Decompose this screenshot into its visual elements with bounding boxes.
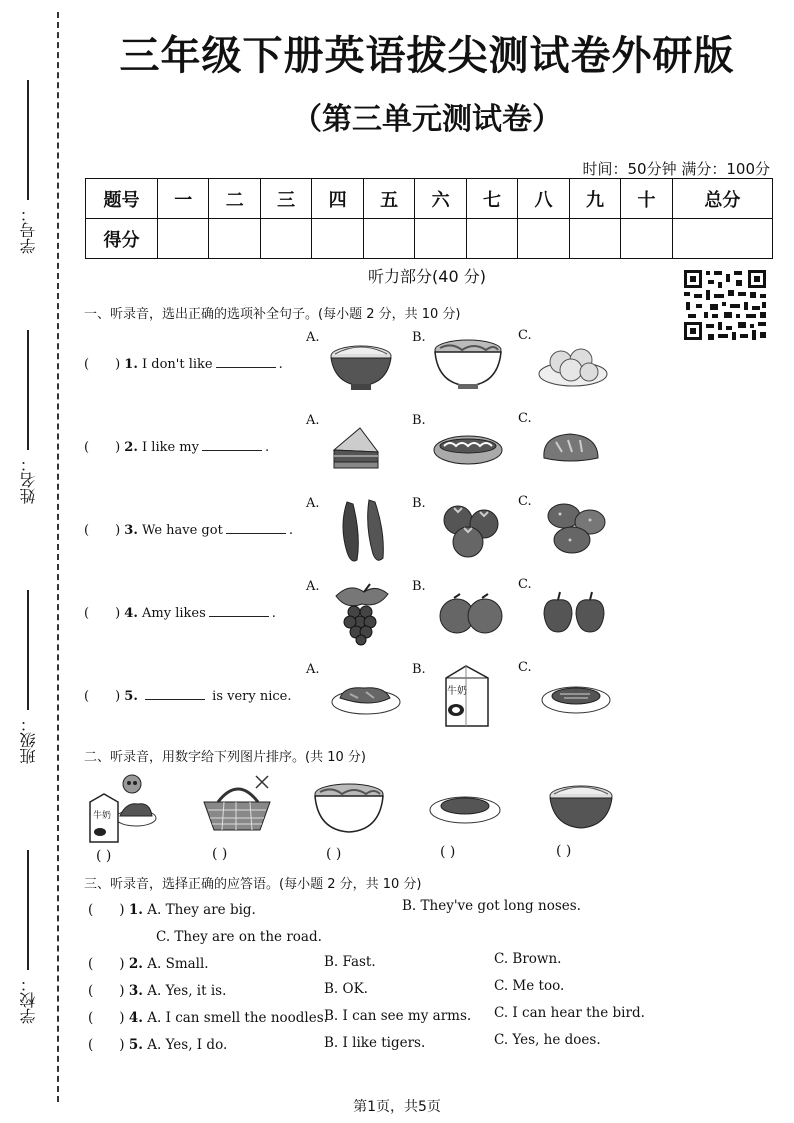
- score-table: [85, 178, 773, 259]
- option-letter-a: A.: [306, 662, 320, 677]
- score-cell: 四: [312, 179, 363, 219]
- s3-question-3: ( ) 3. A. Yes, it is.: [88, 983, 227, 999]
- option-a: A. I can smell the noodles.: [147, 1010, 328, 1026]
- question-number: 5.: [128, 1037, 143, 1053]
- question-number: 4.: [128, 1010, 143, 1026]
- page-subtitle: （第三单元测试卷）: [292, 102, 562, 137]
- option-letter-b: B.: [412, 413, 426, 428]
- option-letter-a: A.: [306, 496, 320, 511]
- score-input-cell[interactable]: [158, 219, 209, 259]
- answer-blank[interactable]: [216, 367, 276, 368]
- question-number: 3.: [124, 523, 138, 538]
- score-cell: 题号: [86, 179, 158, 219]
- score-cell: 一: [158, 179, 209, 219]
- score-cell: 七: [466, 179, 517, 219]
- order-answer-box[interactable]: ( ): [212, 846, 228, 862]
- option-letter-a: A.: [306, 579, 320, 594]
- score-cell: 六: [415, 179, 466, 219]
- qr-code-icon: [682, 268, 768, 342]
- listening-heading: 听力部分(40 分): [368, 267, 486, 286]
- oranges-icon: [438, 590, 504, 636]
- option-b: B. I can see my arms.: [324, 1008, 472, 1024]
- section1-heading: 一、听录音，选出正确的选项补全句子。(每小题 2 分，共 10 分): [84, 307, 461, 322]
- noodles-bowl-icon: [312, 780, 386, 836]
- option-c: C. They are on the road.: [156, 929, 322, 945]
- s1-question-4: ( ) 4. Amy likes .: [84, 606, 276, 621]
- s1-question-1: ( ) 1. I don't like .: [84, 357, 283, 372]
- sandwich-icon: [330, 422, 382, 472]
- answer-blank[interactable]: [226, 533, 286, 534]
- student-number-field[interactable]: [0, 80, 56, 254]
- option-a: A. Small.: [147, 956, 209, 972]
- option-letter-c: C.: [518, 494, 532, 509]
- score-table-score-row: [86, 219, 773, 259]
- cucumbers-icon: [335, 496, 391, 568]
- question-text: We have got: [142, 523, 223, 538]
- score-input-cell[interactable]: [209, 219, 260, 259]
- hot-dog-icon: [432, 428, 504, 468]
- score-row-label: 得分: [86, 219, 158, 259]
- question-text: I don't like: [142, 357, 213, 372]
- order-answer-box[interactable]: ( ): [96, 848, 112, 864]
- school-label: 学校：: [18, 976, 38, 1024]
- milk-carton-label: 牛奶: [447, 686, 467, 697]
- question-text-end: is very nice.: [212, 689, 292, 704]
- score-cell: 三: [260, 179, 311, 219]
- option-c: C. Yes, he does.: [494, 1032, 601, 1048]
- option-b: B. Fast.: [324, 954, 376, 970]
- score-input-cell[interactable]: [518, 219, 569, 259]
- score-cell: 九: [569, 179, 620, 219]
- section2-heading: 二、听录音，用数字给下列图片排序。(共 10 分): [84, 750, 366, 765]
- question-number: 2.: [128, 956, 143, 972]
- score-input-cell[interactable]: [415, 219, 466, 259]
- fish-plate-icon: [540, 676, 612, 716]
- question-number: 1.: [128, 902, 143, 918]
- order-answer-box[interactable]: ( ): [556, 843, 572, 859]
- s1-question-5: ( ) 5. is very nice.: [84, 689, 292, 704]
- order-answer-box[interactable]: ( ): [326, 846, 342, 862]
- class-label: 班级：: [18, 716, 38, 764]
- option-letter-c: C.: [518, 577, 532, 592]
- s3-question-5: ( ) 5. A. Yes, I do.: [88, 1037, 228, 1053]
- option-letter-a: A.: [306, 413, 320, 428]
- option-a: A. They are big.: [147, 902, 256, 918]
- option-letter-b: B.: [412, 330, 426, 345]
- question-text: I like my: [142, 440, 199, 455]
- score-table-header-row: [86, 179, 773, 219]
- score-cell: 五: [363, 179, 414, 219]
- option-letter-a: A.: [306, 330, 320, 345]
- option-letter-b: B.: [412, 579, 426, 594]
- question-text-end: .: [264, 440, 270, 455]
- s3-question-1: ( ) 1. A. They are big.: [88, 902, 256, 918]
- score-cell: 十: [621, 179, 672, 219]
- question-text: Amy likes: [142, 606, 206, 621]
- order-answer-box[interactable]: ( ): [440, 844, 456, 860]
- student-number-label: 学号：: [18, 206, 38, 254]
- section3-heading: 三、听录音，选择正确的应答语。(每小题 2 分，共 10 分): [84, 877, 422, 892]
- fish-plate-icon: [428, 786, 502, 826]
- name-label: 姓名：: [18, 456, 38, 504]
- grapes-icon: [330, 582, 392, 646]
- basket-icon: [200, 772, 274, 834]
- option-b: B. OK.: [324, 981, 368, 997]
- score-cell: 二: [209, 179, 260, 219]
- question-text-end: .: [271, 606, 276, 621]
- answer-blank[interactable]: [202, 450, 262, 451]
- milk-carton-label: 牛奶: [93, 811, 112, 821]
- page-footer: 第1页，共5页: [353, 1099, 441, 1115]
- score-cell: 八: [518, 179, 569, 219]
- option-letter-b: B.: [412, 496, 426, 511]
- tomatoes-icon: [438, 502, 504, 560]
- option-c: C. Me too.: [494, 978, 565, 994]
- answer-blank[interactable]: [209, 616, 269, 617]
- s1-question-3: ( ) 3. We have got .: [84, 523, 293, 538]
- option-a: A. Yes, it is.: [147, 983, 227, 999]
- question-number: 3.: [128, 983, 143, 999]
- score-input-cell[interactable]: [312, 219, 363, 259]
- bread-icon: [540, 428, 602, 468]
- question-number: 1.: [124, 357, 138, 372]
- option-a: A. Yes, I do.: [147, 1037, 228, 1053]
- s1-question-2: ( ) 2. I like my .: [84, 440, 270, 455]
- score-input-cell[interactable]: [466, 219, 517, 259]
- apples-icon: [540, 590, 608, 636]
- score-input-cell[interactable]: [621, 219, 672, 259]
- option-letter-b: B.: [412, 662, 426, 677]
- question-number: 5.: [124, 689, 138, 704]
- class-field[interactable]: [0, 590, 56, 764]
- score-input-cell[interactable]: [672, 219, 772, 259]
- time-score-info: 时间：50分钟 满分：100分: [582, 160, 770, 178]
- option-c: C. I can hear the bird.: [494, 1005, 645, 1021]
- option-b: B. They've got long noses.: [402, 898, 581, 914]
- name-field[interactable]: [0, 330, 56, 504]
- option-letter-c: C.: [518, 660, 532, 675]
- option-letter-c: C.: [518, 328, 532, 343]
- school-field[interactable]: [0, 850, 56, 1024]
- rice-bowl-icon: [327, 340, 395, 392]
- s3-question-2: ( ) 2. A. Small.: [88, 956, 209, 972]
- score-input-cell[interactable]: [569, 219, 620, 259]
- option-b: B. I like tigers.: [324, 1035, 426, 1051]
- question-text-end: .: [288, 523, 293, 538]
- score-input-cell[interactable]: [260, 219, 311, 259]
- rice-bowl-icon: [546, 780, 616, 834]
- milk-carton-icon: [442, 662, 492, 728]
- dumplings-plate-icon: [537, 338, 609, 388]
- question-text-end: .: [278, 357, 283, 372]
- option-letter-c: C.: [518, 411, 532, 426]
- milk-and-cake-icon: [86, 772, 160, 844]
- option-c: C. Brown.: [494, 951, 562, 967]
- potatoes-icon: [542, 500, 608, 558]
- meat-plate-icon: [330, 678, 402, 716]
- question-number: 4.: [124, 606, 138, 621]
- score-input-cell[interactable]: [363, 219, 414, 259]
- s3-question-4: ( ) 4. A. I can smell the noodles.: [88, 1010, 328, 1026]
- score-cell: 总分: [672, 179, 772, 219]
- binding-dashed-line: [57, 12, 59, 1102]
- noodles-bowl-icon: [432, 336, 504, 390]
- question-number: 2.: [124, 440, 138, 455]
- answer-blank[interactable]: [145, 699, 205, 700]
- page-title: 三年级下册英语拔尖测试卷外研版: [119, 33, 735, 79]
